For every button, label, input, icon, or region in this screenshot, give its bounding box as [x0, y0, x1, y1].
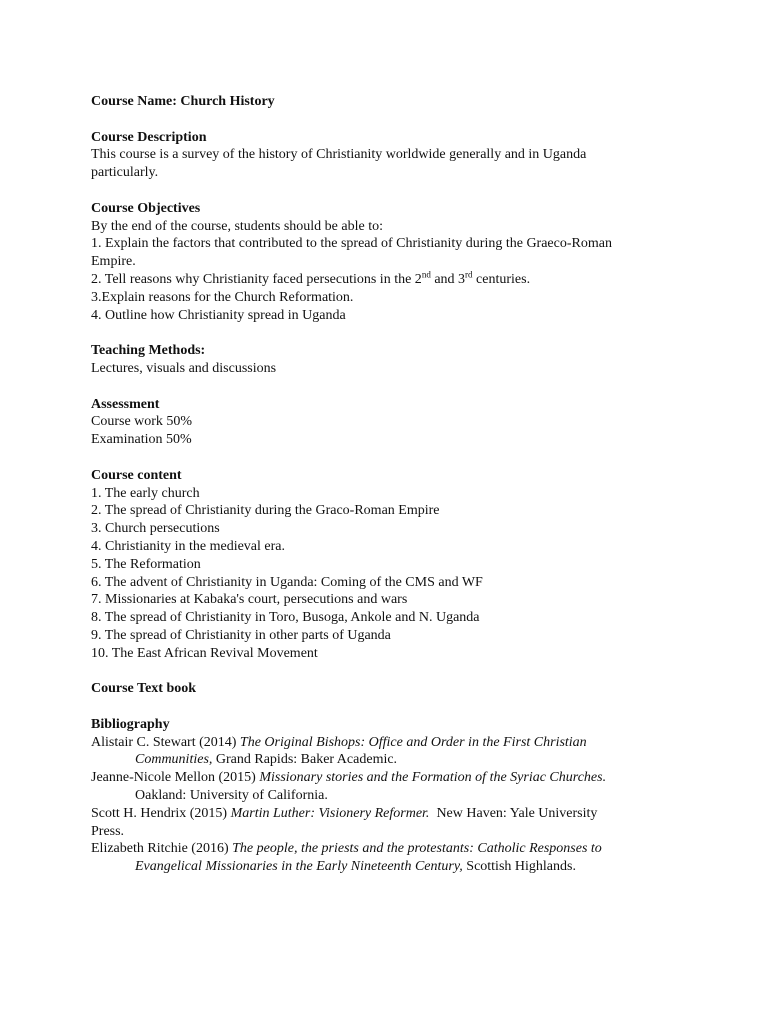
objective-item-continued: Empire. [91, 254, 136, 270]
content-item: 8. The spread of Christianity in Toro, Busoga, Ankole and N. Uganda [91, 610, 480, 626]
bib-author: Scott H. Hendrix (2015) [91, 805, 231, 821]
content-item: 3. Church persecutions [91, 521, 220, 537]
objective-item: 3.Explain reasons for the Church Reformation. [91, 289, 354, 305]
assessment-item: Examination 50% [91, 432, 192, 448]
content-item: 5. The Reformation [91, 556, 201, 572]
bib-author: Elizabeth Ritchie (2016) [91, 841, 233, 857]
ordinal-superscript: rd [465, 269, 473, 280]
bibliography-entry-continued: Oakland: University of California. [135, 788, 328, 804]
bibliography-entry [91, 769, 691, 787]
bib-title: Martin Luther: Visionery Reformer. [230, 805, 430, 821]
teaching-heading: Teaching Methods: [91, 343, 206, 359]
description-text-line: particularly. [91, 165, 159, 181]
objective-item: 1. Explain the factors that contributed to the spread of Christianity during the Graeco-Roman [91, 236, 612, 252]
assessment-item: Course work 50% [91, 414, 193, 430]
bib-publisher: Scottish Highlands. [462, 859, 576, 875]
objective-item [91, 271, 691, 289]
content-item: 9. The spread of Christianity in other parts of Uganda [91, 627, 391, 643]
bib-publisher: New Haven: Yale University [429, 805, 598, 821]
teaching-text: Lectures, visuals and discussions [91, 360, 277, 376]
content-item: 10. The East African Revival Movement [91, 645, 318, 661]
textbook-heading: Course Text book [91, 681, 197, 697]
objective-item: 4. Outline how Christianity spread in Uganda [91, 307, 346, 323]
content-item: 4. Christianity in the medieval era. [91, 538, 286, 554]
content-heading: Course content [91, 467, 182, 483]
bib-title: The Original Bishops: Office and Order in the First Christian [239, 734, 587, 750]
bibliography-heading: Bibliography [91, 716, 170, 732]
bib-publisher: Grand Rapids: Baker Academic. [212, 752, 398, 768]
bib-title: Missionary stories and the Formation of the Syriac Churches. [259, 770, 607, 786]
bib-author: Jeanne-Nicole Mellon (2015) [91, 770, 260, 786]
objective-text: and 3 [430, 271, 466, 287]
objective-text: 2. Tell reasons why Christianity faced persecutions in the 2 [91, 271, 422, 287]
content-item: 7. Missionaries at Kabaka's court, persecutions and wars [91, 592, 408, 608]
bibliography-entry-continued [91, 751, 691, 769]
bib-title: Communities, [135, 752, 213, 768]
bibliography-entry [91, 805, 691, 823]
description-heading: Course Description [91, 129, 207, 145]
bib-title: Evangelical Missionaries in the Early Nineteenth Century, [135, 859, 463, 875]
objectives-intro: By the end of the course, students should be able to: [91, 218, 383, 234]
content-item: 1. The early church [91, 485, 200, 501]
ordinal-superscript: nd [421, 269, 431, 280]
content-item: 2. The spread of Christianity during the Graco-Roman Empire [91, 503, 440, 519]
bibliography-entry [91, 734, 691, 752]
bibliography-entry-continued [91, 858, 691, 876]
description-text-line: This course is a survey of the history of Christianity worldwide generally and in Uganda [91, 147, 587, 163]
bib-author: Alistair C. Stewart (2014) [91, 734, 240, 750]
objectives-heading: Course Objectives [91, 200, 201, 216]
document-page [91, 93, 691, 876]
bibliography-entry [91, 840, 691, 858]
content-item: 6. The advent of Christianity in Uganda: Coming of the CMS and WF [91, 574, 483, 590]
course-name: Course Name: Church History [91, 94, 275, 109]
assessment-heading: Assessment [91, 396, 160, 412]
bib-title: The people, the priests and the protestants: Catholic Responses to [232, 841, 602, 857]
objective-text: centuries. [472, 271, 531, 287]
bibliography-entry-continued: Press. [91, 823, 125, 839]
